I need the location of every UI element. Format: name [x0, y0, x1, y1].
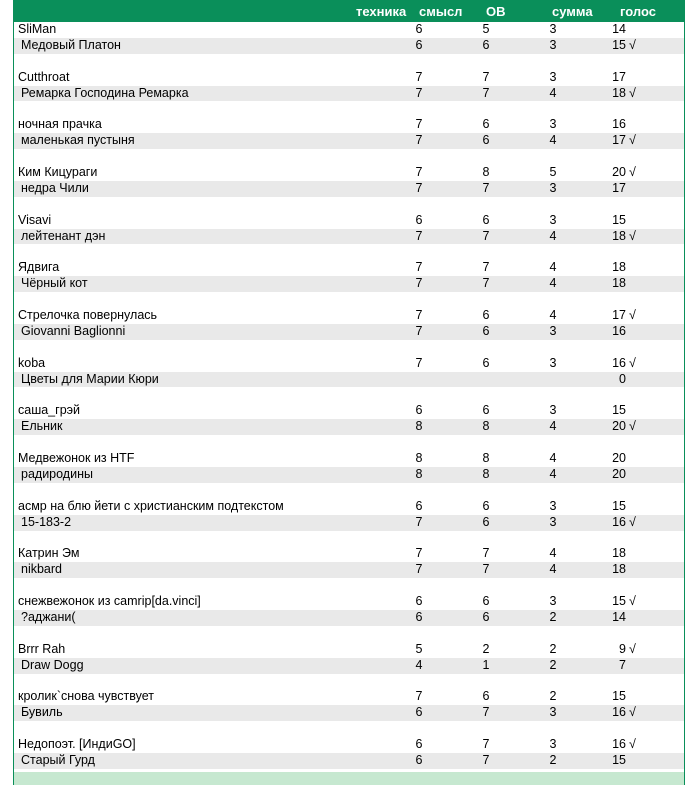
row-separator: [14, 626, 684, 642]
header-sum: сумма: [552, 4, 593, 19]
vote-mark: √: [629, 165, 636, 180]
score-technique: 7: [415, 228, 423, 243]
table-row: [14, 70, 684, 86]
entry-name: лейтенант дэн: [21, 228, 106, 243]
score-technique: 6: [415, 37, 423, 52]
score-technique: 7: [415, 689, 423, 704]
score-sum: 17: [612, 69, 626, 84]
score-sum: 20: [612, 165, 626, 180]
table-row: [14, 689, 684, 705]
table-row: [14, 546, 684, 562]
score-technique: 7: [415, 355, 423, 370]
vote-mark: √: [629, 641, 636, 656]
score-technique: 7: [415, 165, 423, 180]
score-ov: 4: [549, 562, 557, 577]
score-sum: 15: [612, 752, 626, 767]
entry-name: кролик`снова чувствует: [18, 689, 155, 704]
table-footer: [14, 772, 684, 785]
score-ov: 2: [549, 609, 557, 624]
score-technique: 8: [415, 419, 423, 434]
row-separator: [14, 101, 684, 117]
row-separator: [14, 197, 684, 213]
score-ov: 2: [549, 641, 557, 656]
entry-name: koba: [18, 355, 46, 370]
score-technique: 6: [415, 498, 423, 513]
score-sum: 15: [612, 403, 626, 418]
score-meaning: 6: [482, 689, 490, 704]
score-technique: 7: [415, 514, 423, 529]
score-technique: 7: [415, 323, 423, 338]
score-meaning: 7: [482, 260, 490, 275]
score-ov: 3: [549, 37, 557, 52]
score-meaning: 6: [482, 594, 490, 609]
header-technique: техника: [356, 4, 407, 19]
score-meaning: 2: [482, 641, 490, 656]
vote-mark: √: [629, 514, 636, 529]
score-meaning: 7: [482, 752, 490, 767]
table-row: [14, 356, 684, 372]
score-technique: 8: [415, 466, 423, 481]
entry-name: саша_грэй: [18, 403, 81, 418]
entry-name: Чёрный кот: [21, 276, 88, 291]
score-technique: 7: [415, 546, 423, 561]
score-technique: 7: [415, 85, 423, 100]
score-meaning: 7: [482, 69, 490, 84]
scores-table: [13, 0, 685, 785]
score-meaning: 7: [482, 276, 490, 291]
row-separator: [14, 340, 684, 356]
table-row: [14, 372, 684, 388]
vote-mark: √: [629, 705, 636, 720]
score-ov: 4: [549, 133, 557, 148]
table-row: [14, 515, 684, 531]
score-technique: 6: [415, 212, 423, 227]
score-sum: 18: [612, 562, 626, 577]
score-meaning: 5: [482, 22, 490, 36]
score-ov: 3: [549, 69, 557, 84]
score-meaning: 6: [482, 498, 490, 513]
table-row: [14, 86, 684, 102]
row-separator: [14, 483, 684, 499]
score-technique: 6: [415, 609, 423, 624]
entry-name: SliMan: [18, 22, 57, 36]
score-meaning: 7: [482, 228, 490, 243]
entry-name: Катрин Эм: [18, 546, 80, 561]
score-technique: 6: [415, 594, 423, 609]
score-ov: 4: [549, 260, 557, 275]
entry-name: Медвежонок из HTF: [18, 451, 135, 466]
score-meaning: 8: [482, 451, 490, 466]
score-sum: 18: [612, 260, 626, 275]
table-row: [14, 419, 684, 435]
score-sum: 20: [612, 419, 626, 434]
score-ov: 4: [549, 308, 557, 323]
score-sum: 9: [619, 641, 626, 656]
score-sum: 18: [612, 85, 626, 100]
entry-name: Ремарка Господина Ремарка: [21, 85, 189, 100]
table-row: [14, 38, 684, 54]
score-sum: 7: [619, 657, 626, 672]
row-separator: [14, 674, 684, 690]
row-separator: [14, 387, 684, 403]
vote-mark: √: [629, 85, 636, 100]
score-ov: 2: [549, 752, 557, 767]
vote-mark: √: [629, 228, 636, 243]
score-meaning: 7: [482, 180, 490, 195]
score-sum: 14: [612, 609, 626, 624]
entry-name: Cutthroat: [18, 69, 70, 84]
vote-mark: √: [629, 419, 636, 434]
score-meaning: 6: [482, 37, 490, 52]
vote-mark: √: [629, 594, 636, 609]
table-row: [14, 594, 684, 610]
entry-name: Brrr Rah: [18, 641, 66, 656]
row-separator: [14, 578, 684, 594]
score-ov: 4: [549, 228, 557, 243]
score-ov: 3: [549, 737, 557, 752]
vote-mark: √: [629, 37, 636, 52]
score-technique: 6: [415, 22, 423, 36]
table-row: [14, 753, 684, 769]
score-meaning: 8: [482, 419, 490, 434]
score-technique: 7: [415, 117, 423, 132]
table-row: [14, 181, 684, 197]
table-row: [14, 658, 684, 674]
score-meaning: 6: [482, 117, 490, 132]
score-meaning: 1: [482, 657, 490, 672]
score-ov: 4: [549, 451, 557, 466]
entry-name: асмр на блю йети с христианским подтекстом: [18, 498, 284, 513]
score-meaning: 8: [482, 165, 490, 180]
table-row: [14, 229, 684, 245]
entry-name: Ядвига: [18, 260, 60, 275]
score-technique: 6: [415, 705, 423, 720]
entry-name: Стрелочка повернулась: [18, 308, 158, 323]
entry-name: Ким Кицураги: [18, 165, 98, 180]
score-ov: 4: [549, 419, 557, 434]
row-separator: [14, 721, 684, 737]
score-ov: 3: [549, 705, 557, 720]
score-sum: 15: [612, 498, 626, 513]
score-ov: 4: [549, 466, 557, 481]
table-row: [14, 165, 684, 181]
row-separator: [14, 435, 684, 451]
score-ov: 3: [549, 403, 557, 418]
score-meaning: 7: [482, 546, 490, 561]
score-ov: 5: [549, 165, 557, 180]
score-technique: 7: [415, 260, 423, 275]
score-sum: 17: [612, 180, 626, 195]
entry-name: радиродины: [21, 466, 93, 481]
entry-name: Draw Dogg: [21, 657, 84, 672]
score-sum: 15: [612, 212, 626, 227]
score-technique: 7: [415, 69, 423, 84]
score-sum: 16: [612, 323, 626, 338]
score-technique: 7: [415, 276, 423, 291]
score-sum: 16: [612, 737, 626, 752]
score-meaning: 6: [482, 403, 490, 418]
score-technique: 6: [415, 752, 423, 767]
vote-mark: √: [629, 308, 636, 323]
table-row: [14, 403, 684, 419]
entry-name: Бувиль: [21, 705, 63, 720]
score-ov: 3: [549, 594, 557, 609]
score-technique: 6: [415, 737, 423, 752]
score-sum: 0: [619, 371, 626, 386]
vote-mark: √: [629, 737, 636, 752]
table-row: [14, 451, 684, 467]
score-sum: 17: [612, 133, 626, 148]
score-sum: 20: [612, 466, 626, 481]
entry-name: nikbard: [21, 562, 62, 577]
score-ov: 3: [549, 117, 557, 132]
row-separator: [14, 531, 684, 547]
table-row: [14, 737, 684, 753]
row-separator: [14, 149, 684, 165]
score-sum: 16: [612, 355, 626, 370]
score-sum: 18: [612, 276, 626, 291]
score-sum: 16: [612, 514, 626, 529]
table-row: [14, 308, 684, 324]
entry-name: ?аджани(: [21, 609, 76, 624]
entry-name: Цветы для Марии Кюри: [21, 371, 159, 386]
entry-name: Ельник: [21, 419, 63, 434]
score-ov: 3: [549, 212, 557, 227]
table-row: [14, 22, 684, 38]
table-row: [14, 562, 684, 578]
table-row: [14, 276, 684, 292]
score-ov: 3: [549, 22, 557, 36]
score-ov: 3: [549, 323, 557, 338]
table-body: [14, 22, 684, 769]
table-row: [14, 324, 684, 340]
score-technique: 7: [415, 180, 423, 195]
vote-mark: √: [629, 133, 636, 148]
header-vote: голос: [620, 4, 656, 19]
entry-name: Visavi: [18, 212, 52, 227]
score-technique: 5: [415, 641, 423, 656]
score-technique: 7: [415, 133, 423, 148]
score-ov: 2: [549, 689, 557, 704]
score-ov: 4: [549, 546, 557, 561]
score-meaning: 7: [482, 85, 490, 100]
row-separator: [14, 292, 684, 308]
score-meaning: 6: [482, 308, 490, 323]
entry-name: ночная прачка: [18, 117, 102, 132]
score-sum: 15: [612, 689, 626, 704]
vote-mark: √: [629, 355, 636, 370]
table-row: [14, 499, 684, 515]
entry-name: маленькая пустыня: [21, 133, 135, 148]
score-sum: 20: [612, 451, 626, 466]
score-meaning: 7: [482, 705, 490, 720]
table-row: [14, 610, 684, 626]
score-sum: 18: [612, 228, 626, 243]
score-technique: 4: [415, 657, 423, 672]
score-meaning: 7: [482, 737, 490, 752]
score-technique: 7: [415, 308, 423, 323]
score-sum: 16: [612, 117, 626, 132]
score-ov: 4: [549, 276, 557, 291]
score-sum: 18: [612, 546, 626, 561]
row-separator: [14, 244, 684, 260]
entry-name: Старый Гурд: [21, 752, 95, 767]
score-sum: 17: [612, 308, 626, 323]
score-meaning: 6: [482, 133, 490, 148]
score-sum: 16: [612, 705, 626, 720]
score-meaning: 6: [482, 514, 490, 529]
entry-name: снежвежонок из camrip[da.vinci]: [18, 594, 201, 609]
entry-name: Недопоэт. [ИндиGO]: [18, 737, 136, 752]
table-row: [14, 260, 684, 276]
score-ov: 3: [549, 355, 557, 370]
table-row: [14, 467, 684, 483]
score-sum: 14: [612, 22, 626, 36]
entry-name: Giovanni Baglionni: [21, 323, 126, 338]
score-meaning: 6: [482, 355, 490, 370]
score-ov: 3: [549, 180, 557, 195]
table-row: [14, 642, 684, 658]
score-sum: 15: [612, 37, 626, 52]
entry-name: недра Чили: [21, 180, 89, 195]
table-row: [14, 117, 684, 133]
score-technique: 8: [415, 451, 423, 466]
entry-name: 15-183-2: [21, 514, 72, 529]
score-meaning: 6: [482, 323, 490, 338]
score-meaning: 6: [482, 212, 490, 227]
header-ov: ОВ: [486, 4, 506, 19]
table-header: [14, 0, 684, 22]
header-meaning: смысл: [419, 4, 463, 19]
table-row: [14, 705, 684, 721]
score-meaning: 6: [482, 609, 490, 624]
score-sum: 15: [612, 594, 626, 609]
score-ov: 2: [549, 657, 557, 672]
score-meaning: 7: [482, 562, 490, 577]
score-technique: 6: [415, 403, 423, 418]
score-ov: 3: [549, 514, 557, 529]
entry-name: Медовый Платон: [21, 37, 121, 52]
score-ov: 3: [549, 498, 557, 513]
row-separator: [14, 54, 684, 70]
table-row: [14, 213, 684, 229]
score-ov: 4: [549, 85, 557, 100]
table-row: [14, 133, 684, 149]
score-technique: 7: [415, 562, 423, 577]
score-meaning: 8: [482, 466, 490, 481]
